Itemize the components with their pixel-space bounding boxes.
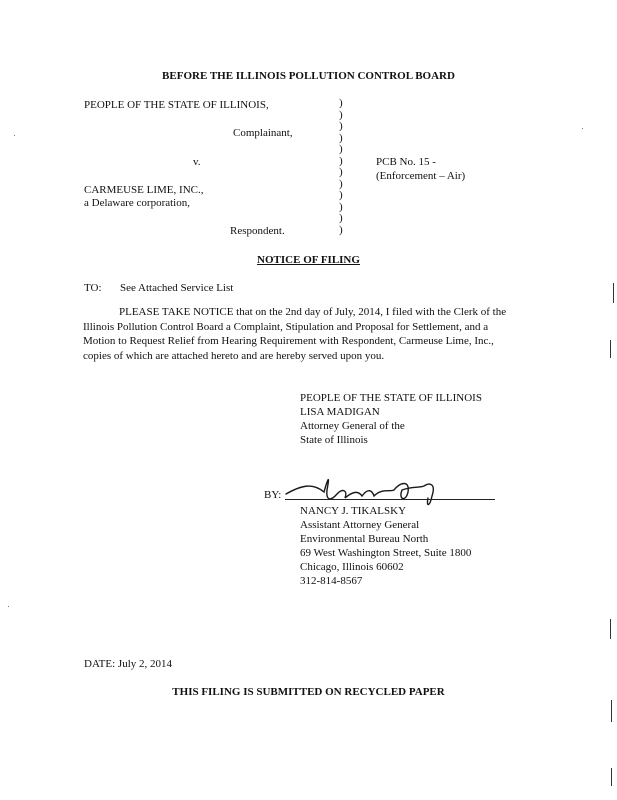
- address-line-2: Chicago, Illinois 60602: [300, 561, 404, 573]
- ag-name: LISA MADIGAN: [300, 406, 380, 418]
- complainant-role: Complainant,: [233, 127, 293, 139]
- phone: 312-814-8567: [300, 575, 363, 587]
- paren: ): [339, 177, 343, 190]
- case-number: PCB No. 15 -: [376, 156, 436, 168]
- signature-line: [285, 499, 495, 500]
- scan-mark: [610, 619, 611, 639]
- date-line: DATE: July 2, 2014: [84, 658, 172, 670]
- scan-mark: [613, 283, 614, 303]
- signer-title: Assistant Attorney General: [300, 519, 420, 531]
- party-name: PEOPLE OF THE STATE OF ILLINOIS: [300, 392, 482, 404]
- paren: ): [339, 223, 343, 236]
- paren: ): [339, 212, 343, 224]
- scan-mark: [611, 700, 612, 722]
- notice-title: NOTICE OF FILING: [257, 254, 360, 266]
- notice-body: PLEASE TAKE NOTICE that on the 2nd day of July, 2014, I filed with the Clerk of the Illinois Pollution Control Board a Complaint, Stipulation and Proposal for Settlement, and a Motion to Request Relief from Hearing Requirement with Respondent, Carmeuse Lime, Inc., copies of which are attached hereto and are hereby served upon you.: [83, 306, 507, 362]
- bureau: Environmental Bureau North: [300, 533, 429, 545]
- paren: ): [339, 154, 343, 167]
- case-type: (Enforcement – Air): [376, 170, 466, 182]
- complainant-name: PEOPLE OF THE STATE OF ILLINOIS,: [84, 99, 269, 111]
- paren: ): [339, 200, 343, 213]
- paren: ): [339, 108, 343, 121]
- by-label: BY:: [264, 489, 282, 501]
- signer-name: NANCY J. TIKALSKY: [300, 505, 407, 517]
- paren: ): [339, 97, 343, 109]
- respondent-role: Respondent.: [230, 225, 285, 237]
- respondent-name: CARMEUSE LIME, INC.,: [84, 184, 204, 196]
- paren: ): [339, 143, 343, 155]
- to-label: TO:: [84, 282, 102, 294]
- paren: ): [339, 120, 343, 132]
- ag-title: Attorney General of the: [300, 420, 405, 432]
- address-line-1: 69 West Washington Street, Suite 1800: [300, 547, 472, 559]
- caption-parentheses: [339, 98, 343, 236]
- paren: ): [339, 166, 343, 178]
- scan-mark: [610, 340, 611, 358]
- ag-state: State of Illinois: [300, 434, 368, 446]
- paren: ): [339, 189, 343, 201]
- scan-speck: [8, 606, 9, 607]
- versus: v.: [193, 156, 201, 168]
- scan-speck: [582, 128, 583, 129]
- scan-mark: [611, 768, 612, 786]
- scan-speck: [14, 135, 15, 136]
- paren: ): [339, 131, 343, 144]
- footer-note: THIS FILING IS SUBMITTED ON RECYCLED PAPER: [172, 686, 445, 698]
- to-value: See Attached Service List: [120, 282, 234, 294]
- respondent-description: a Delaware corporation,: [84, 197, 190, 209]
- board-header: BEFORE THE ILLINOIS POLLUTION CONTROL BOARD: [162, 70, 455, 82]
